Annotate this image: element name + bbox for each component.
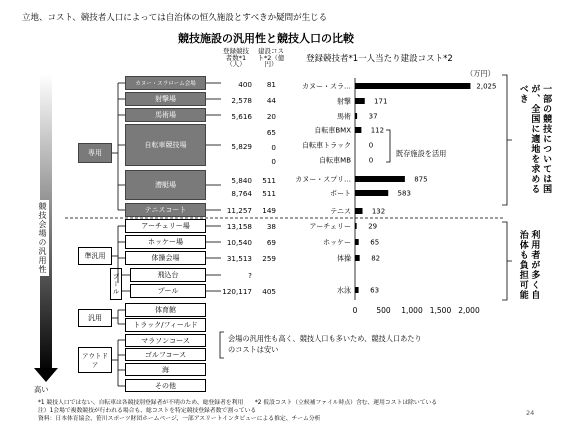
registrants-equestrian: 5,616 xyxy=(231,112,252,121)
bar-12 xyxy=(355,287,359,293)
bar-value-12: 63 xyxy=(370,286,380,295)
group-hanyo: 汎用 xyxy=(78,309,112,327)
cost-header: 建設コスト*2（億円） xyxy=(257,47,285,68)
facility-canoe-slalom: カヌー・スラローム会場 xyxy=(125,76,206,90)
bar-label-0: カヌー・スラ… xyxy=(302,82,351,91)
cost-equestrian: 20 xyxy=(266,112,276,121)
facility-tennis: テニスコート xyxy=(125,203,206,217)
cost-gymnastics: 259 xyxy=(262,254,276,263)
registrants-hockey: 10,540 xyxy=(226,238,252,247)
bar-8 xyxy=(355,208,363,214)
facility-shooting: 射撃場 xyxy=(125,92,206,106)
cost-archery: 38 xyxy=(266,222,276,231)
facility-hockey: ホッケー場 xyxy=(125,235,206,249)
right-note-top: 一部の競技については国が、全国に適地を求めるべき xyxy=(517,84,552,194)
chart-title: 登録競技者*1一人当たり建設コスト*2 xyxy=(306,54,453,64)
facility-track: トラック/フィールド xyxy=(125,318,206,332)
cost-shooting: 44 xyxy=(266,96,276,105)
bar-value-10: 65 xyxy=(370,238,380,247)
group-outdoor: アウトドア xyxy=(78,347,112,373)
facility-other: その他 xyxy=(125,379,206,392)
page-number: 24 xyxy=(526,409,535,417)
bar-0 xyxy=(355,83,470,89)
x-tick-1: 500 xyxy=(376,306,391,315)
facility-diving: 飛込台 xyxy=(130,268,206,282)
group-junhanyo: 準汎用 xyxy=(78,247,112,265)
registrants-shooting: 2,578 xyxy=(231,96,252,105)
bar-value-9: 29 xyxy=(368,222,378,231)
bar-label-5: 自転車MB xyxy=(319,156,351,165)
bar-label-6: カヌー・スプリ… xyxy=(295,175,351,184)
facility-sea: 海 xyxy=(125,363,206,376)
facility-rowing: 漕艇場 xyxy=(125,170,206,200)
registrants-archery: 13,158 xyxy=(226,222,252,231)
cost-cycling-bmx: 65 xyxy=(266,128,276,137)
bar-label-10: ホッケー xyxy=(323,238,351,247)
existing-facility-note: 既存施設を活用 xyxy=(396,149,447,158)
facility-marathon: マラソンコース xyxy=(125,334,206,347)
bar-9 xyxy=(355,223,357,229)
bar-value-6: 875 xyxy=(414,175,428,184)
facility-cycling: 自転車競技場 xyxy=(125,124,206,166)
bar-1 xyxy=(355,98,365,104)
bar-label-7: ボート xyxy=(330,189,351,198)
cost-canoe-sprint: 511 xyxy=(262,176,276,185)
chart-unit: （万円） xyxy=(466,69,495,78)
page-title: 競技施設の汎用性と競技人口の比較 xyxy=(178,32,354,45)
versatility-note: 会場の汎用性も高く、競技人口も多いため、競技人口あたりのコストは安い xyxy=(228,334,422,354)
cost-canoe: 81 xyxy=(266,80,276,89)
bar-2 xyxy=(355,113,357,119)
footnote-1: *1 競技人口ではない、自転車は各競技別登録者が不明のため、総登録者を利用 *2 仮設コスト（立候補ファイル時点）含む、運用コストは除いている xyxy=(38,400,438,406)
x-tick-2: 1,000 xyxy=(401,306,423,315)
facility-equestrian: 馬術場 xyxy=(125,108,206,122)
bar-11 xyxy=(355,255,360,261)
page-subtitle: 立地、コスト、競技者人口によっては自治体の恒久施設とすべきか疑問が生じる xyxy=(22,13,328,23)
x-tick-4: 2,000 xyxy=(458,306,480,315)
registrants-rowing: 8,764 xyxy=(231,189,252,198)
registrants-diving: ? xyxy=(248,271,252,280)
bar-value-7: 583 xyxy=(397,189,411,198)
cost-pool: 405 xyxy=(262,287,276,296)
cost-cycling-track: 0 xyxy=(271,143,276,152)
facility-pool: プール xyxy=(130,284,206,298)
bar-value-1: 171 xyxy=(374,97,388,106)
cost-hockey: 69 xyxy=(266,238,276,247)
bar-label-11: 体操 xyxy=(337,254,351,263)
bar-value-4: 0 xyxy=(368,141,374,150)
bar-label-1: 射撃 xyxy=(337,97,351,106)
facility-archery: アーチェリー場 xyxy=(125,219,206,233)
cost-cycling-mb: 0 xyxy=(271,157,276,166)
registrants-tennis: 11,257 xyxy=(226,206,252,215)
bar-label-2: 馬術 xyxy=(337,112,351,121)
bar-7 xyxy=(355,190,388,196)
bar-6 xyxy=(355,176,405,182)
group-pool: プール xyxy=(110,268,122,300)
x-tick-0: 0 xyxy=(352,306,358,315)
bar-label-4: 自転車トラック xyxy=(302,141,351,150)
bar-label-12: 水泳 xyxy=(337,286,351,295)
bar-value-2: 37 xyxy=(368,112,378,121)
facility-golf: ゴルフコース xyxy=(125,348,206,361)
facility-gymnastics: 体操会場 xyxy=(125,251,206,265)
right-note-bottom: 利用者が多く自治体も負担可能 xyxy=(517,230,540,300)
registrants-pool: 120,117 xyxy=(222,287,252,296)
cost-rowing: 511 xyxy=(262,189,276,198)
registrants-canoe-sprint: 5,840 xyxy=(231,176,252,185)
source-note: 資料：日本体育協会、笹川スポーツ財団ホームページ、一部アスリートインタビューによる推定、チーム分析 xyxy=(38,416,321,422)
high-label: 高い xyxy=(34,385,49,394)
bar-value-3: 112 xyxy=(370,126,385,135)
bar-value-5: 0 xyxy=(368,156,374,165)
bar-label-8: テニス xyxy=(330,207,351,216)
bar-label-3: 自転車BMX xyxy=(314,126,351,135)
bar-value-8: 132 xyxy=(371,207,386,216)
group-senyo: 専用 xyxy=(78,143,112,163)
cost-tennis: 149 xyxy=(262,206,276,215)
registrants-header: 登録競技者数*1（人） xyxy=(223,47,249,68)
bar-value-0: 2,025 xyxy=(476,82,497,91)
registrants-gymnastics: 31,513 xyxy=(226,254,252,263)
bar-3 xyxy=(355,127,361,133)
facility-gym: 体育館 xyxy=(125,303,206,317)
bar-10 xyxy=(355,239,359,245)
bar-label-9: アーチェリー xyxy=(309,222,351,231)
versatility-label: 競技会場の汎用性 xyxy=(38,202,47,274)
x-tick-3: 1,500 xyxy=(429,306,452,315)
footnote-2: 注）1会場で複数競技が行われる場合も、総コストを特定競技登録者数で割っている xyxy=(38,408,257,414)
registrants-cycling: 5,829 xyxy=(231,142,252,151)
registrants-canoe: 400 xyxy=(238,80,252,89)
bar-value-11: 82 xyxy=(371,254,381,263)
